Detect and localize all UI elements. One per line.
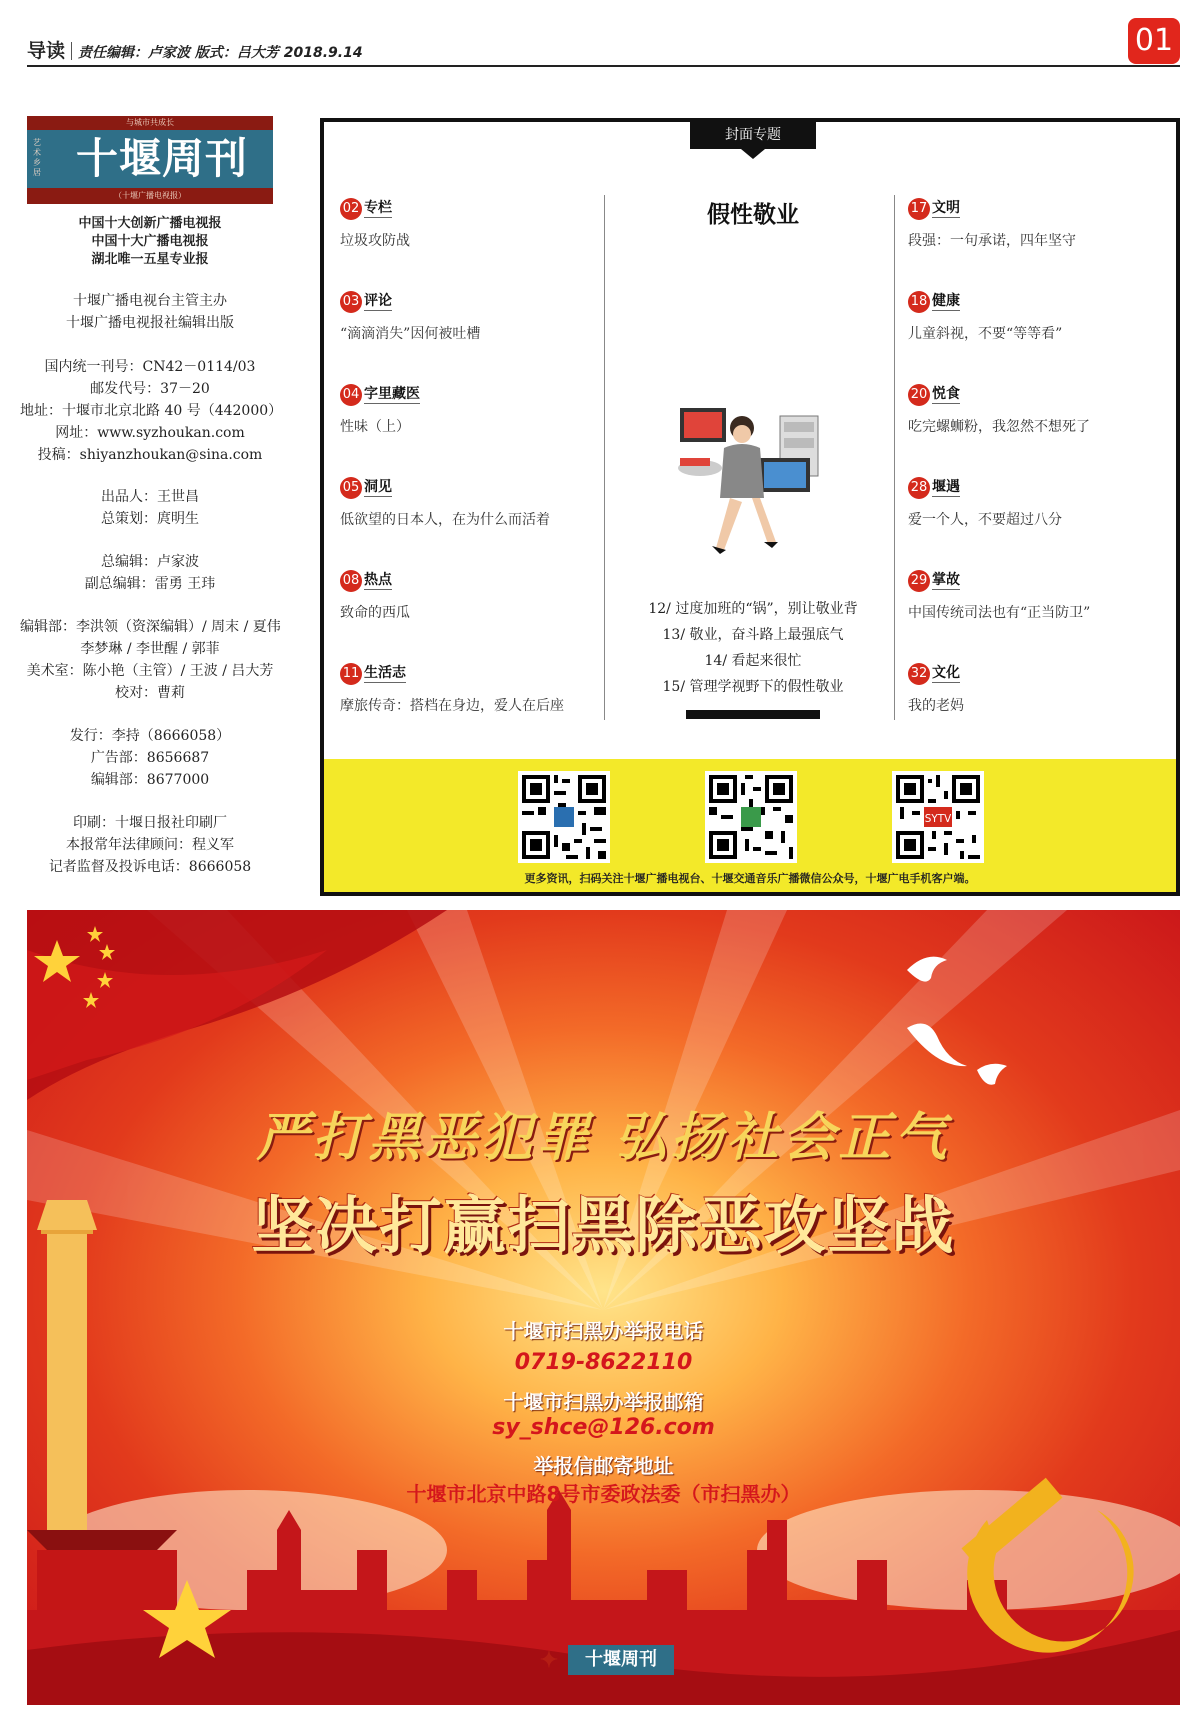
toc-item[interactable] xyxy=(340,662,600,715)
cover-topic-tab: 封面专题 xyxy=(690,121,816,149)
toc-item[interactable] xyxy=(908,290,1168,343)
busy-office-worker-illustration xyxy=(660,398,840,558)
toc-desc: 致命的西瓜 xyxy=(340,605,410,621)
toc-item[interactable] xyxy=(908,662,1168,715)
page-badge: 11 xyxy=(340,663,362,685)
center-divider-bar xyxy=(686,710,820,719)
toc-section: 文明 xyxy=(932,200,960,216)
toc-desc: 爱一个人，不要超过八分 xyxy=(908,512,1062,528)
staff-line: 李梦琳 / 李世醒 / 郭菲 xyxy=(80,641,220,657)
page-badge: 03 xyxy=(340,291,362,313)
toc-item[interactable] xyxy=(340,290,600,343)
printing-block xyxy=(20,812,280,878)
producer-line: 总策划：庹明生 xyxy=(101,511,199,527)
toc-section: 掌故 xyxy=(932,572,960,588)
toc-desc: 段强：一句承诺，四年坚守 xyxy=(908,233,1076,249)
toc-item[interactable] xyxy=(908,383,1168,436)
page-badge: 17 xyxy=(908,198,930,220)
staff-line: 校对：曹莉 xyxy=(115,685,185,701)
masthead-logo xyxy=(27,116,273,204)
page-badge: 28 xyxy=(908,477,930,499)
poster-artwork xyxy=(27,910,1180,1705)
masthead-tagline: 与城市共成长 xyxy=(126,118,174,127)
honor-line: 中国十大创新广播电视报 xyxy=(78,216,222,231)
toc-desc: 我的老妈 xyxy=(908,698,964,714)
publication-info xyxy=(20,356,283,466)
column-divider xyxy=(604,195,605,720)
page-badge: 08 xyxy=(340,570,362,592)
page-badge: 02 xyxy=(340,198,362,220)
sytv-badge: SYTV xyxy=(924,813,952,826)
wechat-qr-code-radio[interactable] xyxy=(705,771,797,863)
toc-section: 生活志 xyxy=(364,665,406,681)
cover-story-title: 假性敬业 xyxy=(707,201,799,228)
contact-line: 编辑部：8677000 xyxy=(90,772,210,788)
cover-story-link[interactable]: 12/ 过度加班的“锅”，别让敬业背 xyxy=(648,601,858,617)
mail-address: 十堰市北京中路8号市委政法委（市扫黑办） xyxy=(406,1482,801,1506)
contact-line: 广告部：8656687 xyxy=(90,750,210,766)
toc-section: 字里藏医 xyxy=(364,386,420,402)
staff-block xyxy=(20,616,280,704)
editor-meta: 责任编辑：卢家波 版式：吕大芳 2018.9.14 xyxy=(78,45,363,61)
toc-desc: 中国传统司法也有“正当防卫” xyxy=(908,605,1091,621)
info-line: 国内统一刊号：CN42－0114/03 xyxy=(44,359,256,375)
printing-line: 本报常年法律顾问：程义军 xyxy=(66,837,234,853)
anti-crime-poster xyxy=(27,910,1180,1705)
contacts-block xyxy=(20,725,280,791)
toc-section: 洞见 xyxy=(364,479,392,495)
hotline-number[interactable]: 0719-8622110 xyxy=(514,1350,693,1375)
organizer-line: 十堰广播电视报社编辑出版 xyxy=(66,315,234,331)
page-number: 01 xyxy=(1128,18,1180,64)
section-label: 导读 xyxy=(27,40,66,62)
info-line: 地址：十堰市北京北路 40 号（442000） xyxy=(20,403,283,419)
toc-desc: 摩旅传奇：搭档在身边，爱人在后座 xyxy=(340,698,564,714)
organizer-line: 十堰广播电视台主管主办 xyxy=(73,293,227,309)
page-badge: 32 xyxy=(908,663,930,685)
toc-section: 热点 xyxy=(364,572,392,588)
producers-block xyxy=(20,486,280,530)
toc-desc: 吃完螺蛳粉，我忽然不想死了 xyxy=(908,419,1090,435)
cover-story-link[interactable]: 14/ 看起来很忙 xyxy=(704,653,802,669)
printing-line: 记者监督及投诉电话：8666058 xyxy=(48,859,252,875)
toc-section: 健康 xyxy=(932,293,960,309)
page-badge: 04 xyxy=(340,384,362,406)
toc-desc: 性味（上） xyxy=(340,419,410,435)
poster-slogan-main: 坚决打赢扫黑除恶攻坚战 xyxy=(251,1189,956,1262)
toc-item[interactable] xyxy=(908,197,1168,250)
masthead-subtitle: （十堰广播电视报） xyxy=(114,191,186,200)
staff-line: 编辑部：李洪领（资深编辑）/ 周末 / 夏伟 xyxy=(20,619,281,635)
toc-item[interactable] xyxy=(908,476,1168,529)
website-link[interactable]: 网址：www.syzhoukan.com xyxy=(55,425,245,441)
report-email[interactable]: sy_shce@126.com xyxy=(492,1415,715,1440)
cover-story-list xyxy=(620,596,886,700)
header-divider xyxy=(71,42,72,60)
producer-line: 出品人：王世昌 xyxy=(101,489,199,505)
toc-item[interactable] xyxy=(908,569,1168,622)
wechat-qr-code-tv[interactable] xyxy=(518,771,610,863)
decorative-emblem-icon: ✦ xyxy=(539,1647,559,1673)
toc-section: 堰遇 xyxy=(932,479,960,495)
hotline-label: 十堰市扫黑办举报电话 xyxy=(503,1319,704,1343)
editors-block xyxy=(20,551,280,595)
cover-story-link[interactable]: 15/ 管理学视野下的假性敬业 xyxy=(662,679,844,695)
toc-item[interactable] xyxy=(340,383,600,436)
toc-section: 评论 xyxy=(364,293,392,309)
page-badge: 05 xyxy=(340,477,362,499)
toc-section: 专栏 xyxy=(364,200,392,216)
masthead-title: 十堰周刊 xyxy=(75,134,248,183)
cover-story-link[interactable]: 13/ 敬业，奋斗路上最强底气 xyxy=(662,627,844,643)
editor-line: 总编辑：卢家波 xyxy=(101,554,199,570)
qr-caption: 更多资讯，扫码关注十堰广播电视台、十堰交通音乐广播微信公众号，十堰广电手机客户端。 xyxy=(524,872,976,885)
page-header xyxy=(27,36,363,63)
honor-line: 湖北唯一五星专业报 xyxy=(91,252,209,267)
page-badge: 20 xyxy=(908,384,930,406)
email-label: 十堰市扫黑办举报邮箱 xyxy=(503,1390,704,1414)
organizer-block xyxy=(20,290,280,334)
toc-desc: 垃圾攻防战 xyxy=(340,233,410,249)
toc-item[interactable] xyxy=(340,197,600,250)
email-link[interactable]: 投稿：shiyanzhoukan@sina.com xyxy=(37,447,263,463)
honor-line: 中国十大广播电视报 xyxy=(91,234,209,249)
masthead-side-text: 艺术乡居 xyxy=(33,138,41,177)
page-badge: 18 xyxy=(908,291,930,313)
toc-desc: 儿童斜视，不要“等等看” xyxy=(908,326,1063,342)
poster-slogan-top: 严打黑恶犯罪 弘扬社会正气 xyxy=(256,1107,951,1168)
footer-logo: 十堰周刊 xyxy=(568,1645,674,1675)
printing-line: 印刷：十堰日报社印刷厂 xyxy=(73,815,227,831)
editor-line: 副总编辑：雷勇 王玮 xyxy=(84,576,216,592)
contact-line: 发行：李持（8666058） xyxy=(69,728,231,744)
cover-tab-pointer xyxy=(741,149,765,159)
staff-line: 美术室：陈小艳（主管）/ 王波 / 吕大芳 xyxy=(26,663,274,679)
honors-block xyxy=(20,215,280,269)
column-divider xyxy=(894,195,895,720)
page-badge: 29 xyxy=(908,570,930,592)
toc-item[interactable] xyxy=(340,476,600,529)
toc-section: 悦食 xyxy=(932,386,960,402)
toc-section: 文化 xyxy=(932,665,960,681)
header-rule xyxy=(27,65,1180,67)
toc-desc: “滴滴消失”因何被吐槽 xyxy=(340,326,481,342)
toc-desc: 低欲望的日本人，在为什么而活着 xyxy=(340,512,550,528)
info-line: 邮发代号：37－20 xyxy=(90,381,210,397)
mobile-app-qr-code[interactable] xyxy=(892,771,984,863)
toc-item[interactable] xyxy=(340,569,600,622)
mail-label: 举报信邮寄地址 xyxy=(533,1454,674,1478)
